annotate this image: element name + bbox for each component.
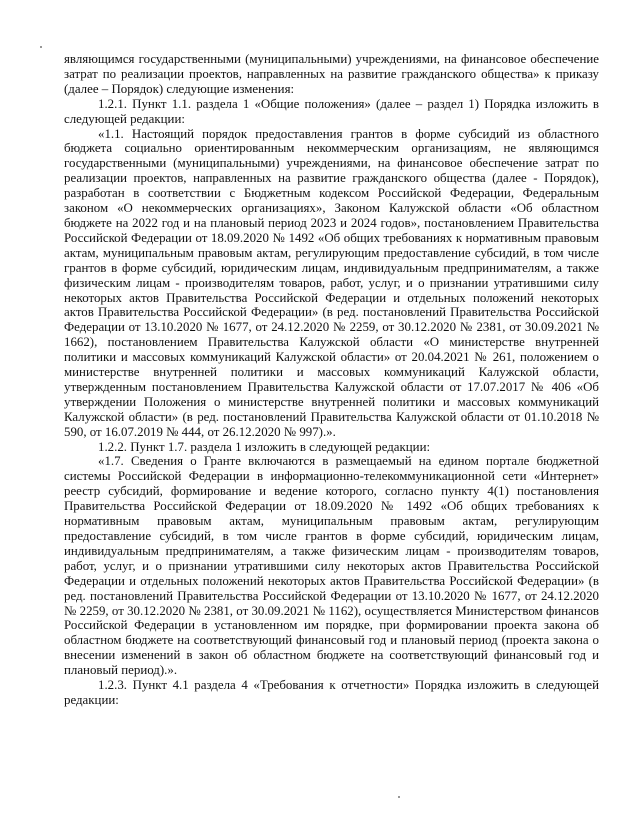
document-page	[64, 52, 599, 708]
paragraph-item-1-2-2: 1.2.2. Пункт 1.7. раздела 1 изложить в следующей редакции:	[98, 439, 431, 454]
paragraph-clause-1-1: «1.1. Настоящий порядок предоставления грантов в форме субсидий из областного бюджета социально ориентированным некоммерческим организациям, не являющимся государственными (муниципальными) учреждениями, на финансовое обеспечение затрат по реализации проектов, направленных на развитие гражданского общества (далее - Порядок), разработан в соответствии с Бюджетным кодексом Российской Федерации, Федеральным законом «О некоммерческих организациях», Законом Калужской области «Об областном бюджете на 2022 год и на плановый период 2023 и 2024 годов», постановлением Правительства Российской Федерации от 18.09.2020 № 1492 «Об общих требованиях к нормативным правовым актам, муниципальным правовым актам, регулирующим предоставление субсидий, в том числе грантов в форме субсидий, юридическим лицам, индивидуальным предпринимателям, а также физическим лицам - производителям товаров, работ, услуг, и о признании утратившими силу некоторых актов Правительства Российской Федерации и отдельных положений некоторых актов Правительства Российской Федерации» (в ред. постановлений Правительства Российской Федерации от 13.10.2020 № 1677, от 24.12.2020 № 2259, от 30.12.2020 № 2381, от 30.09.2021 № 1662), постановлением Правительства Калужской области «О министерстве внутренней политики и массовых коммуникаций Калужской области» от 20.04.2021 № 261, положением о министерстве внутренней политики и массовых коммуникаций Калужской области, утвержденным постановлением Правительства Калужской области от 17.07.2017 № 406 «Об утверждении Положения о министерстве внутренней политики и массовых коммуникаций Калужской области» (в ред. постановлений Правительства Калужской области от 01.10.2018 № 590, от 16.07.2019 № 444, от 26.12.2020 № 997).».	[64, 126, 599, 439]
paragraph-clause-1-7: «1.7. Сведения о Гранте включаются в размещаемый на едином портале бюджетной системы Российской Федерации в информационно-телекоммуникационной сети «Интернет» реестр субсидий, формирование и ведение которого, согласно пункту 4(1) постановления Правительства Российской Федерации от 18.09.2020 № 1492 «Об общих требованиях к нормативным правовым актам, муниципальным правовым актам, регулирующим предоставление субсидий, в том числе грантов в форме субсидий, юридическим лицам, индивидуальным предпринимателям, а также физическим лицам - производителям товаров, работ, услуг, и о признании утратившими силу некоторых актов Правительства Российской Федерации и отдельных положений некоторых актов Правительства Российской Федерации» (в ред. постановлений Правительства Российской Федерации от 13.10.2020 № 1677, от 24.12.2020 № 2259, от 30.12.2020 № 2381, от 30.09.2021 № 1162), осуществляется Министерством финансов Российской Федерации в установленном им порядке, при формировании проекта закона об областном бюджете на соответствующий финансовый год и плановый период (проекта закона о внесении изменений в закон об областном бюджете на соответствующий финансовый год и плановый период).».	[64, 454, 599, 678]
scan-speck	[398, 796, 400, 798]
paragraph-item-1-2-1: 1.2.1. Пункт 1.1. раздела 1 «Общие положения» (далее – раздел 1) Порядка изложить в следующей редакции:	[64, 96, 599, 126]
paragraph-continuation: являющимся государственными (муниципальными) учреждениями, на финансовое обеспечение затрат по реализации проектов, направленных на развитие гражданского общества» к приказу (далее – Порядок) следующие изменения:	[64, 52, 599, 96]
scan-speck	[40, 46, 42, 48]
paragraph-item-1-2-3: 1.2.3. Пункт 4.1 раздела 4 «Требования к отчетности» Порядка изложить в следующей редакции:	[64, 678, 599, 707]
